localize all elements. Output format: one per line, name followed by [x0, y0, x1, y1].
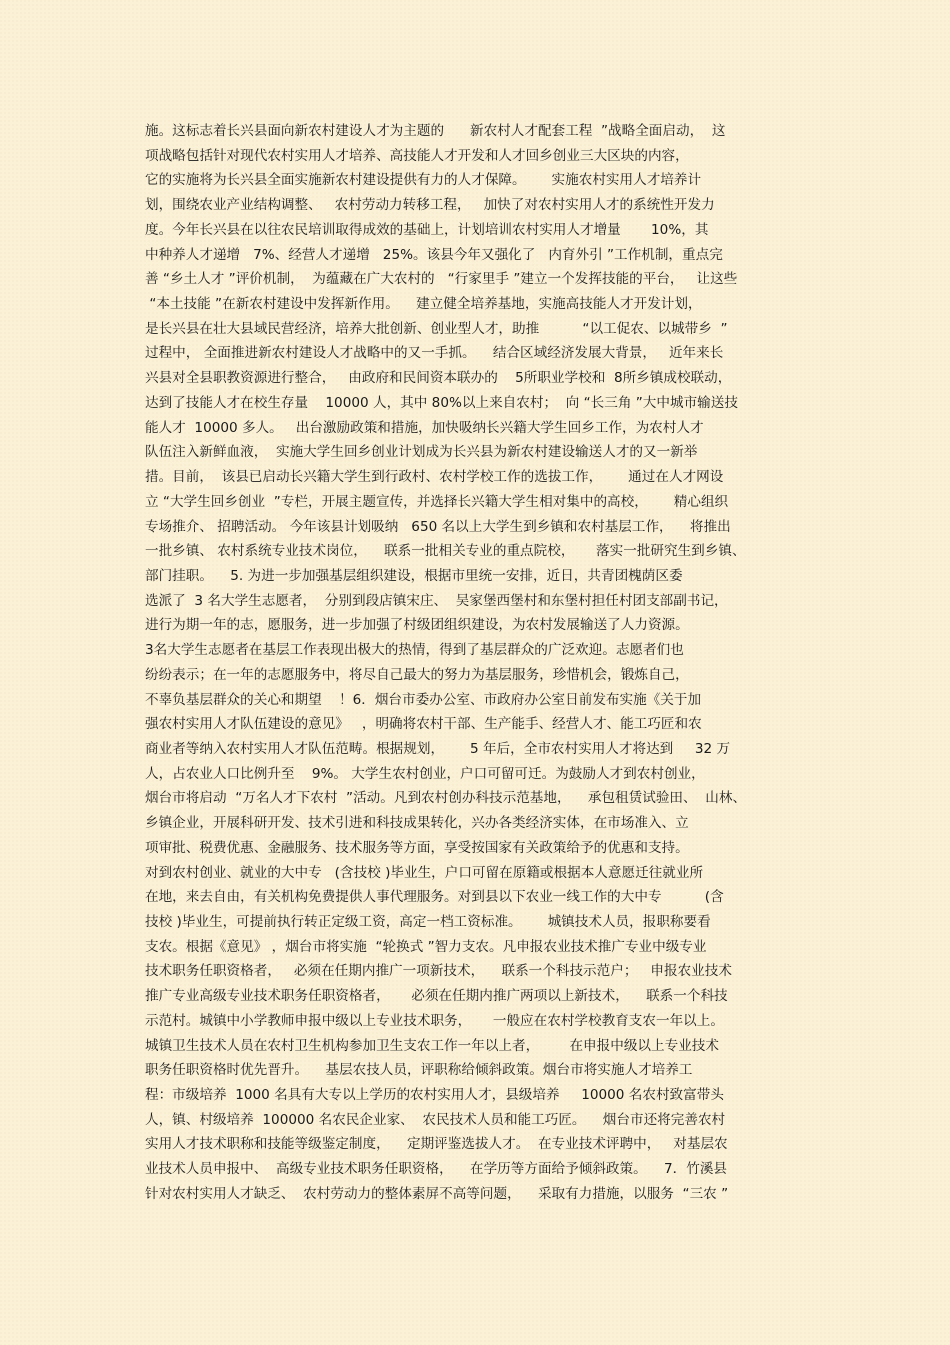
text-line: “本土技能 ”在新农村建设中发挥新作用。 建立健全培养基地，实施高技能人才开发计划， [145, 296, 702, 313]
text-line: 兴县对全县职教资源进行整合， 由政府和民间资本联办的 5所职业学校和 8所乡镇成校联动， [145, 370, 732, 387]
text-line: 针对农村实用人才缺乏、 农村劳动力的整体素屏不高等问题， 采取有力措施，以服务 “三农 ” [145, 1185, 729, 1202]
text-line: 部门挂职。 5. 为进一步加强基层组织建设，根据市里统一安排，近日，共青团槐荫区委 [145, 567, 683, 584]
text-line: 项审批、税费优惠、金融服务、技术服务等方面，享受按国家有关政策给予的优惠和支持。 [145, 839, 689, 856]
text-line: 措。目前， 该县已启动长兴籍大学生到行政村、农村学校工作的选拔工作， 通过在人才网设 [145, 469, 724, 486]
text-line: 是长兴县在壮大县域民营经济，培养大批创新、创业型人才，助推 “以工促农、以城带乡 ” [145, 320, 728, 337]
text-line: 纷纷表示；在一年的志愿服务中，将尽自己最大的努力为基层服务，珍惜机会，锻炼自己， [145, 666, 689, 683]
text-line: 技校 )毕业生，可提前执行转正定级工资，高定一档工资标准。 城镇技术人员，报职称要看 [145, 914, 711, 930]
text-line: 职务任职资格时优先晋升。 基层农技人员，评职称给倾斜政策。烟台市将实施人才培养工 [145, 1062, 693, 1079]
text-line: 3名大学生志愿者在基层工作表现出极大的热情，得到了基层群众的广泛欢迎。志愿者们也 [145, 642, 684, 659]
text-line: 人，镇、村级培养 100000 名农民企业家、 农民技术人员和能工巧匠。 烟台市还将完善农村 [145, 1111, 726, 1128]
text-line: 在地，来去自由，有关机构免费提供人事代理服务。对到县以下农业一线工作的大中专 (含 [145, 889, 724, 906]
text-line: 度。今年长兴县在以往农民培训取得成效的基础上，计划培训农村实用人才增量 10%，其 [145, 221, 709, 238]
body-text [145, 119, 810, 1207]
text-line: 对到农村创业、就业的大中专 (含技校 )毕业生，户口可留在原籍或根据本人意愿迁往就业所 [145, 864, 704, 881]
text-line: 能人才 10000 多人。 出台激励政策和措施，加快吸纳长兴籍大学生回乡工作，为农村人才 [145, 419, 704, 436]
text-line: 善 “乡土人才 ”评价机制， 为蕴藏在广大农村的 “行家里手 ”建立一个发挥技能的平台， 让这些 [145, 271, 738, 288]
text-line: 过程中， 全面推进新农村建设人才战略中的又一手抓。 结合区域经济发展大背景， 近年来长 [145, 345, 724, 362]
text-line: 选派了 3 名大学生志愿者， 分别到段店镇宋庄、 吴家堡西堡村和东堡村担任村团支部副书记， [145, 592, 728, 609]
text-line: 推广专业高级专业技术职务任职资格者， 必须在任期内推广两项以上新技术， 联系一个科技 [145, 988, 728, 1005]
text-line: 划，围绕农业产业结构调整、 农村劳动力转移工程， 加快了对农村实用人才的系统性开发力 [145, 197, 715, 214]
text-line: 实用人才技术职称和技能等级鉴定制度， 定期评鉴选拔人才。 在专业技术评聘中， 对基层农 [145, 1136, 728, 1153]
text-line: 示范村。城镇中小学教师申报中级以上专业技术职务， 一般应在农村学校教育支农一年以上。 [145, 1012, 724, 1029]
text-line: 施。这标志着长兴县面向新农村建设人才为主题的 新农村人才配套工程 ”战略全面启动， 这 [145, 123, 726, 139]
text-line: 烟台市将启动 “万名人才下农村 ”活动。凡到农村创办科技示范基地， 承包租赁试验田、 山林、 [145, 790, 747, 807]
text-line: 强农村实用人才队伍建设的意见》 ，明确将农村干部、生产能手、经营人才、能工巧匠和农 [145, 716, 702, 733]
text-line: 达到了技能人才在校生存量 10000 人，其中 80%以上来自农村； 向 “长三角 ”大中城市输送技 [145, 394, 738, 411]
text-line: 人，占农业人口比例升至 9%。 大学生农村创业，户口可留可迁。为鼓励人才到农村创业， [145, 765, 705, 782]
text-line: 专场推介、 招聘活动。 今年该县计划吸纳 650 名以上大学生到乡镇和农村基层工作， 将推出 [145, 518, 731, 535]
text-line: 立 “大学生回乡创业 ”专栏，开展主题宣传，并选择长兴籍大学生相对集中的高校， 精心组织 [145, 493, 729, 510]
text-line: 进行为期一年的志，愿服务，进一步加强了村级团组织建设，为农村发展输送了人力资源。 [145, 617, 689, 634]
text-line: 支农。根据《意见》 ，烟台市将实施 “轮换式 ”智力支农。凡申报农业技术推广专业中级专业 [145, 938, 707, 955]
text-line: 队伍注入新鲜血液， 实施大学生回乡创业计划成为长兴县为新农村建设输送人才的又一新举 [145, 444, 698, 461]
text-line: 技术职务任职资格者， 必须在任期内推广一项新技术， 联系一个科技示范户； 申报农业技术 [145, 963, 732, 980]
text-line: 中种养人才递增 7%、经营人才递增 25%。该县今年又强化了 内育外引 ”工作机制，重点完 [145, 246, 723, 263]
text-line: 城镇卫生技术人员在农村卫生机构参加卫生支农工作一年以上者， 在申报中级以上专业技术 [145, 1037, 719, 1054]
text-line: 项战略包括针对现代农村实用人才培养、高技能人才开发和人才回乡创业三大区块的内容， [145, 147, 689, 164]
text-line: 商业者等纳入农村实用人才队伍范畴。根据规划， 5 年后，全市农村实用人才将达到 32 万 [145, 740, 731, 757]
text-line: 业技术人员申报中、 高级专业技术职务任职资格， 在学历等方面给予倾斜政策。 7．竹溪县 [145, 1161, 728, 1178]
text-line: 乡镇企业，开展科研开发、技术引进和科技成果转化，兴办各类经济实体，在市场准入、立 [145, 815, 689, 832]
text-line: 它的实施将为长兴县全面实施新农村建设提供有力的人才保障。 实施农村实用人才培养计 [145, 172, 702, 189]
text-line: 程：市级培养 1000 名具有大专以上学历的农村实用人才，县级培养 10000 名农村致富带头 [145, 1087, 724, 1104]
text-line: 一批乡镇、 农村系统专业技术岗位， 联系一批相关专业的重点院校， 落实一批研究生到乡镇、 [145, 543, 746, 560]
text-line: 不辜负基层群众的关心和期望 ！6．烟台市委办公室、市政府办公室日前发布实施《关于加 [145, 691, 702, 708]
